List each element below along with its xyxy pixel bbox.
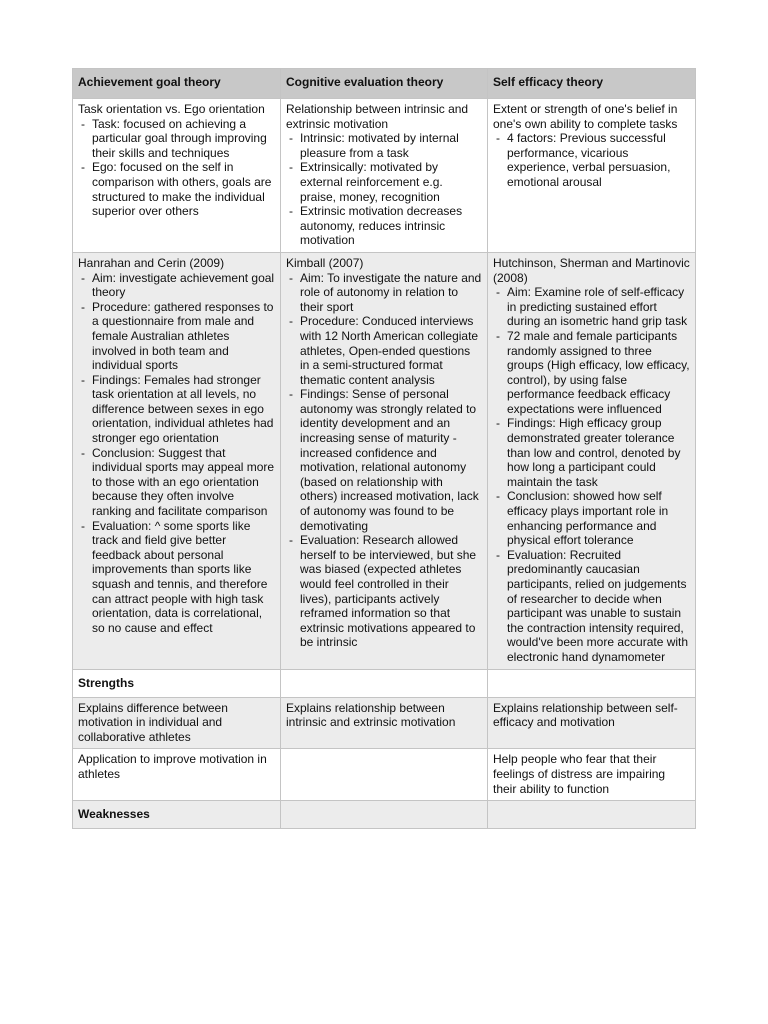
strength-cell: Explains relationship between self-efficacy and motivation bbox=[488, 697, 696, 749]
empty-cell bbox=[488, 801, 696, 829]
list-item: - Conclusion: showed how self efficacy plays important role in enhancing performance and physical effort tolerance bbox=[493, 489, 690, 547]
list-item: - Evaluation: ^ some sports like track and field give better feedback about personal improvements than sports like squash and tennis, and therefore can attract people with high task orientation, data is correlational, so no cause and effect bbox=[78, 519, 275, 636]
empty-cell bbox=[488, 669, 696, 697]
list-item: - Task: focused on achieving a particular goal through improving their skills and techniques bbox=[78, 117, 275, 161]
weaknesses-heading-row bbox=[73, 801, 696, 829]
empty-cell bbox=[281, 801, 488, 829]
list-item: - 72 male and female participants randomly assigned to three groups (High efficacy, low efficacy, control), by using false performance feedback efficacy expectations were influenced bbox=[493, 329, 690, 417]
list-item: - Aim: To investigate the nature and role of autonomy in relation to their sport bbox=[286, 271, 482, 315]
strength-cell: Explains difference between motivation in individual and collaborative athletes bbox=[73, 697, 281, 749]
definition-intro: Extent or strength of one's belief in one's own ability to complete tasks bbox=[493, 102, 678, 131]
list-item: - Findings: Females had stronger task orientation at all levels, no difference between sexes in ego orientation, individual athletes had stronger ego orientation bbox=[78, 373, 275, 446]
definition-points bbox=[493, 131, 690, 189]
definition-intro: Relationship between intrinsic and extrinsic motivation bbox=[286, 102, 469, 131]
theory-comparison-table bbox=[72, 68, 696, 829]
study-points bbox=[286, 271, 482, 650]
strength-cell: Explains relationship between intrinsic and extrinsic motivation bbox=[281, 697, 488, 749]
list-item: - Evaluation: Recruited predominantly caucasian participants, relied on judgements of researcher to decide when participant was unable to sustain the contraction intensity required, would've been more accurate with electronic hand dynamometer bbox=[493, 548, 690, 665]
empty-cell bbox=[281, 669, 488, 697]
list-item: - Procedure: Conduced interviews with 12 North American collegiate athletes, Open-ended questions in a semi-structured format thematic content analysis bbox=[286, 314, 482, 387]
strengths-heading-row bbox=[73, 669, 696, 697]
study-cell-kimball bbox=[281, 252, 488, 669]
header-cognitive-evaluation: Cognitive evaluation theory bbox=[281, 69, 488, 99]
list-item: - Findings: Sense of personal autonomy was strongly related to identity development and an increasing sense of maturity - increased confidence and motivation, relational autonomy (based on relationship with others) increased motivation, lack of autonomy was found to be demotivating bbox=[286, 387, 482, 533]
strengths-row bbox=[73, 697, 696, 749]
study-citation: Kimball (2007) bbox=[286, 255, 364, 270]
header-achievement-goal: Achievement goal theory bbox=[73, 69, 281, 99]
strengths-row bbox=[73, 749, 696, 801]
definition-row bbox=[73, 99, 696, 253]
list-item: - Procedure: gathered responses to a questionnaire from male and female Australian athletes involved in both team and individual sports bbox=[78, 300, 275, 373]
study-cell-hutchinson bbox=[488, 252, 696, 669]
study-cell-hanrahan-cerin bbox=[73, 252, 281, 669]
strengths-label: Strengths bbox=[73, 669, 281, 697]
list-item: - Evaluation: Research allowed herself to be interviewed, but she was biased (expected athletes would feel controlled in their lives), participants actively reframed information so that extrinsic motivations appeared to be intrinsic bbox=[286, 533, 482, 650]
list-item: - Extrinsic motivation decreases autonomy, reduces intrinsic motivation bbox=[286, 204, 482, 248]
definition-cell-achievement bbox=[73, 99, 281, 253]
study-citation: Hutchinson, Sherman and Martinovic (2008) bbox=[493, 255, 690, 285]
list-item: - Aim: Examine role of self-efficacy in predicting sustained effort during an isometric hand grip task bbox=[493, 285, 690, 329]
list-item: - 4 factors: Previous successful performance, vicarious experience, verbal persuasion, emotional arousal bbox=[493, 131, 690, 189]
strength-cell bbox=[281, 749, 488, 801]
weaknesses-label: Weaknesses bbox=[73, 801, 281, 829]
strength-cell: Help people who fear that their feelings of distress are impairing their ability to function bbox=[488, 749, 696, 801]
definition-cell-cognitive bbox=[281, 99, 488, 253]
definition-points bbox=[78, 117, 275, 219]
list-item: - Intrinsic: motivated by internal pleasure from a task bbox=[286, 131, 482, 160]
study-citation: Hanrahan and Cerin (2009) bbox=[78, 255, 225, 270]
list-item: - Extrinsically: motivated by external reinforcement e.g. praise, money, recognition bbox=[286, 160, 482, 204]
definition-points bbox=[286, 131, 482, 248]
list-item: - Conclusion: Suggest that individual sports may appeal more to those with an ego orientation because they often involve ranking and facilitate comparison bbox=[78, 446, 275, 519]
study-points bbox=[78, 271, 275, 636]
list-item: - Ego: focused on the self in comparison with others, goals are structured to make the individual superior over others bbox=[78, 160, 275, 218]
strength-cell: Application to improve motivation in athletes bbox=[73, 749, 281, 801]
header-self-efficacy: Self efficacy theory bbox=[488, 69, 696, 99]
list-item: - Findings: High efficacy group demonstrated greater tolerance than low and control, denoted by how long a participant could maintain the task bbox=[493, 416, 690, 489]
study-row bbox=[73, 252, 696, 669]
study-points bbox=[493, 285, 690, 664]
list-item: - Aim: investigate achievement goal theory bbox=[78, 271, 275, 300]
header-row bbox=[73, 69, 696, 99]
document-page bbox=[72, 68, 695, 829]
definition-intro: Task orientation vs. Ego orientation bbox=[78, 102, 265, 116]
definition-cell-self-efficacy bbox=[488, 99, 696, 253]
